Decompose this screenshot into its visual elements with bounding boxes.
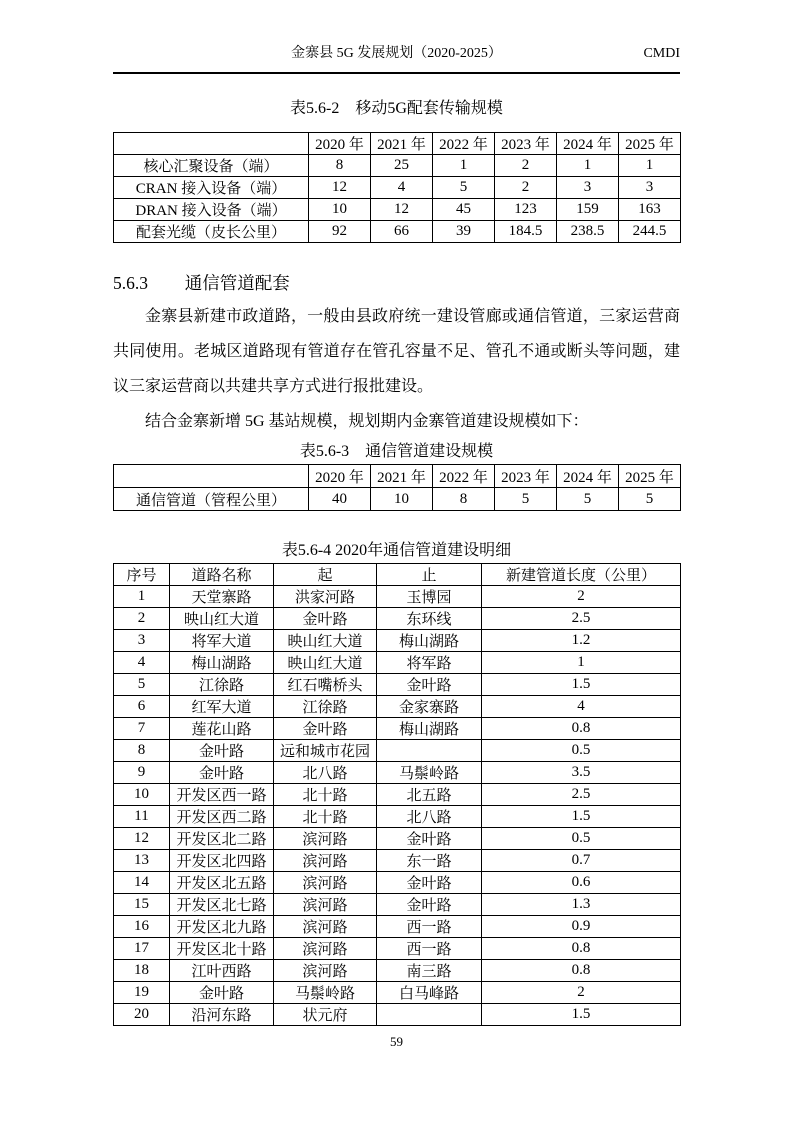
table-header-cell: 新建管道长度（公里） bbox=[482, 564, 681, 586]
table-cell: 2 bbox=[482, 586, 681, 608]
table-cell: 1 bbox=[619, 155, 681, 177]
table-cell: 东一路 bbox=[377, 850, 482, 872]
table-row bbox=[114, 199, 681, 221]
table-cell: 白马峰路 bbox=[377, 982, 482, 1004]
table-cell: 1.5 bbox=[482, 806, 681, 828]
body-paragraph: 结合金寨新增 5G 基站规模，规划期内金寨管道建设规模如下： bbox=[145, 413, 589, 430]
table-cell: 0.8 bbox=[482, 960, 681, 982]
table-5-6-3 bbox=[113, 464, 681, 511]
table-cell: 12 bbox=[371, 199, 433, 221]
table-cell: 11 bbox=[114, 806, 170, 828]
table-header-row bbox=[114, 133, 681, 155]
table-cell: 通信管道（管程公里） bbox=[114, 488, 309, 511]
table-cell: 开发区北五路 bbox=[170, 872, 274, 894]
table-cell: 金叶路 bbox=[274, 608, 377, 630]
table-cell: 映山红大道 bbox=[274, 630, 377, 652]
table-cell: 北五路 bbox=[377, 784, 482, 806]
table-cell: 40 bbox=[309, 488, 371, 511]
table-5-6-2 bbox=[113, 132, 681, 243]
table-header-cell: 2021 年 bbox=[371, 465, 433, 488]
body-paragraph: 金寨县新建市政道路，一般由县政府统一建设管廊或通信管道，三家运营商共同使用。老城区道路现有管道存在管孔容量不足、管孔不通或断头等问题，建议三家运营商以共建共享方式进行报批建设。 bbox=[113, 308, 680, 395]
table-cell: 远和城市花园 bbox=[274, 740, 377, 762]
table-cell: 滨河路 bbox=[274, 850, 377, 872]
table-row bbox=[114, 488, 681, 511]
table-cell: 将军大道 bbox=[170, 630, 274, 652]
table-cell: 0.5 bbox=[482, 828, 681, 850]
table-cell: 滨河路 bbox=[274, 872, 377, 894]
table-cell: 4 bbox=[482, 696, 681, 718]
table-cell: 159 bbox=[557, 199, 619, 221]
table-cell: 5 bbox=[557, 488, 619, 511]
header-org-label: CMDI bbox=[643, 46, 680, 61]
table-cell: 开发区北七路 bbox=[170, 894, 274, 916]
table-cell: 马鬃岭路 bbox=[377, 762, 482, 784]
table-cell: 2 bbox=[495, 155, 557, 177]
table-cell: 金叶路 bbox=[377, 872, 482, 894]
table-cell: DRAN 接入设备（端） bbox=[114, 199, 309, 221]
table-cell: 7 bbox=[114, 718, 170, 740]
table-row bbox=[114, 630, 681, 652]
table-cell: 3.5 bbox=[482, 762, 681, 784]
table-cell: 1.5 bbox=[482, 1004, 681, 1026]
table-row bbox=[114, 1004, 681, 1026]
table-cell: 红石嘴桥头 bbox=[274, 674, 377, 696]
table-cell: 4 bbox=[371, 177, 433, 199]
table-header-cell: 2022 年 bbox=[433, 465, 495, 488]
table-cell: 江叶西路 bbox=[170, 960, 274, 982]
table-cell bbox=[377, 740, 482, 762]
table-cell: 45 bbox=[433, 199, 495, 221]
table-cell: 开发区西二路 bbox=[170, 806, 274, 828]
section-title: 通信管道配套 bbox=[184, 273, 290, 293]
table-cell: 5 bbox=[495, 488, 557, 511]
table-cell: 江徐路 bbox=[274, 696, 377, 718]
table-header-cell: 2025 年 bbox=[619, 133, 681, 155]
table-row bbox=[114, 762, 681, 784]
table-cell: 2 bbox=[114, 608, 170, 630]
table-header-cell: 2020 年 bbox=[309, 465, 371, 488]
table-row bbox=[114, 806, 681, 828]
table-row bbox=[114, 960, 681, 982]
table-cell: 开发区北十路 bbox=[170, 938, 274, 960]
table-cell: 西一路 bbox=[377, 938, 482, 960]
table-cell: 1.2 bbox=[482, 630, 681, 652]
table-cell: 4 bbox=[114, 652, 170, 674]
table-header-cell: 2022 年 bbox=[433, 133, 495, 155]
table-cell: 10 bbox=[371, 488, 433, 511]
table-cell: 1 bbox=[482, 652, 681, 674]
table-cell: 梅山湖路 bbox=[170, 652, 274, 674]
table-cell: 西一路 bbox=[377, 916, 482, 938]
table-cell: 2.5 bbox=[482, 608, 681, 630]
table-cell: 滨河路 bbox=[274, 916, 377, 938]
table-cell: 0.5 bbox=[482, 740, 681, 762]
table-header-cell: 2025 年 bbox=[619, 465, 681, 488]
table-cell: 1.5 bbox=[482, 674, 681, 696]
table-cell: 玉博园 bbox=[377, 586, 482, 608]
table-header-row bbox=[114, 564, 681, 586]
table-cell: 金叶路 bbox=[377, 674, 482, 696]
table-cell: 123 bbox=[495, 199, 557, 221]
table-cell: 6 bbox=[114, 696, 170, 718]
table-header-cell: 2020 年 bbox=[309, 133, 371, 155]
table-cell: 马鬃岭路 bbox=[274, 982, 377, 1004]
table-row bbox=[114, 740, 681, 762]
table-cell: 天堂寨路 bbox=[170, 586, 274, 608]
table-cell: 将军路 bbox=[377, 652, 482, 674]
section-number: 5.6.3 bbox=[113, 273, 148, 293]
table-header-cell: 2023 年 bbox=[495, 133, 557, 155]
table-cell: 14 bbox=[114, 872, 170, 894]
table-cell: 1 bbox=[557, 155, 619, 177]
table-cell: 8 bbox=[114, 740, 170, 762]
table-row bbox=[114, 696, 681, 718]
table-cell: 184.5 bbox=[495, 221, 557, 243]
table-cell: 金叶路 bbox=[170, 740, 274, 762]
table-header-cell: 起 bbox=[274, 564, 377, 586]
table-cell: 配套光缆（皮长公里） bbox=[114, 221, 309, 243]
table-row bbox=[114, 652, 681, 674]
table-cell: 8 bbox=[309, 155, 371, 177]
table-cell: CRAN 接入设备（端） bbox=[114, 177, 309, 199]
table-cell: 状元府 bbox=[274, 1004, 377, 1026]
table-cell: 1 bbox=[433, 155, 495, 177]
table-cell: 金家寨路 bbox=[377, 696, 482, 718]
table-cell: 滨河路 bbox=[274, 938, 377, 960]
table-cell: 0.7 bbox=[482, 850, 681, 872]
table-cell: 12 bbox=[114, 828, 170, 850]
table-cell: 南三路 bbox=[377, 960, 482, 982]
table-cell: 5 bbox=[619, 488, 681, 511]
table-row bbox=[114, 177, 681, 199]
table-header-cell: 止 bbox=[377, 564, 482, 586]
table-cell: 0.6 bbox=[482, 872, 681, 894]
table-cell: 北十路 bbox=[274, 784, 377, 806]
table-cell: 映山红大道 bbox=[170, 608, 274, 630]
table-header-cell bbox=[114, 465, 309, 488]
table-cell: 238.5 bbox=[557, 221, 619, 243]
table-cell: 开发区北四路 bbox=[170, 850, 274, 872]
table-header-cell: 2024 年 bbox=[557, 465, 619, 488]
table-header-row bbox=[114, 465, 681, 488]
table-header-cell: 2024 年 bbox=[557, 133, 619, 155]
table-cell: 开发区西一路 bbox=[170, 784, 274, 806]
table-cell: 江徐路 bbox=[170, 674, 274, 696]
table-cell: 滨河路 bbox=[274, 828, 377, 850]
table-row bbox=[114, 718, 681, 740]
table-row bbox=[114, 828, 681, 850]
table-cell: 金叶路 bbox=[170, 762, 274, 784]
table-row bbox=[114, 784, 681, 806]
table-cell: 沿河东路 bbox=[170, 1004, 274, 1026]
table-cell: 16 bbox=[114, 916, 170, 938]
table-cell: 0.8 bbox=[482, 938, 681, 960]
page-number: 59 bbox=[390, 1034, 403, 1049]
table-cell: 东环线 bbox=[377, 608, 482, 630]
table-header-cell: 2023 年 bbox=[495, 465, 557, 488]
table-cell: 2 bbox=[482, 982, 681, 1004]
table-cell: 39 bbox=[433, 221, 495, 243]
table-row bbox=[114, 674, 681, 696]
table-row bbox=[114, 608, 681, 630]
table-cell: 13 bbox=[114, 850, 170, 872]
table-cell: 0.9 bbox=[482, 916, 681, 938]
table-cell: 15 bbox=[114, 894, 170, 916]
table-cell: 18 bbox=[114, 960, 170, 982]
table-cell: 9 bbox=[114, 762, 170, 784]
table-cell: 金叶路 bbox=[170, 982, 274, 1004]
table-cell: 3 bbox=[114, 630, 170, 652]
table-5-6-2-caption: 表5.6-2 移动5G配套传输规模 bbox=[290, 100, 503, 117]
table-row bbox=[114, 850, 681, 872]
section-heading bbox=[113, 271, 680, 295]
table-header-cell: 序号 bbox=[114, 564, 170, 586]
table-cell: 25 bbox=[371, 155, 433, 177]
table-row bbox=[114, 916, 681, 938]
table-row bbox=[114, 586, 681, 608]
table-cell: 2.5 bbox=[482, 784, 681, 806]
table-cell: 19 bbox=[114, 982, 170, 1004]
table-cell: 开发区北九路 bbox=[170, 916, 274, 938]
table-cell: 0.8 bbox=[482, 718, 681, 740]
table-cell: 17 bbox=[114, 938, 170, 960]
table-header-cell bbox=[114, 133, 309, 155]
table-cell: 92 bbox=[309, 221, 371, 243]
table-cell: 核心汇聚设备（端） bbox=[114, 155, 309, 177]
table-cell: 3 bbox=[557, 177, 619, 199]
table-cell: 洪家河路 bbox=[274, 586, 377, 608]
table-row bbox=[114, 894, 681, 916]
table-cell: 金叶路 bbox=[377, 828, 482, 850]
table-cell: 开发区北二路 bbox=[170, 828, 274, 850]
table-row bbox=[114, 982, 681, 1004]
table-cell: 20 bbox=[114, 1004, 170, 1026]
table-cell: 1 bbox=[114, 586, 170, 608]
table-cell: 8 bbox=[433, 488, 495, 511]
table-5-6-4 bbox=[113, 563, 681, 1026]
table-cell: 金叶路 bbox=[377, 894, 482, 916]
table-row bbox=[114, 872, 681, 894]
table-cell: 3 bbox=[619, 177, 681, 199]
table-5-6-3-caption: 表5.6-3 通信管道建设规模 bbox=[299, 443, 494, 460]
table-cell: 梅山湖路 bbox=[377, 630, 482, 652]
table-cell: 66 bbox=[371, 221, 433, 243]
table-cell: 金叶路 bbox=[274, 718, 377, 740]
table-cell: 2 bbox=[495, 177, 557, 199]
table-cell: 10 bbox=[114, 784, 170, 806]
table-cell: 5 bbox=[433, 177, 495, 199]
table-cell: 北八路 bbox=[274, 762, 377, 784]
table-cell bbox=[377, 1004, 482, 1026]
header-title: 金寨县 5G 发展规划（2020-2025） bbox=[291, 46, 502, 61]
table-cell: 滨河路 bbox=[274, 960, 377, 982]
table-cell: 244.5 bbox=[619, 221, 681, 243]
table-header-cell: 道路名称 bbox=[170, 564, 274, 586]
page-header bbox=[113, 45, 680, 74]
table-row bbox=[114, 221, 681, 243]
table-cell: 莲花山路 bbox=[170, 718, 274, 740]
table-5-6-4-caption: 表5.6-4 2020年通信管道建设明细 bbox=[281, 542, 512, 559]
table-row bbox=[114, 155, 681, 177]
table-cell: 梅山湖路 bbox=[377, 718, 482, 740]
table-cell: 红军大道 bbox=[170, 696, 274, 718]
table-cell: 163 bbox=[619, 199, 681, 221]
table-cell: 北十路 bbox=[274, 806, 377, 828]
table-row bbox=[114, 938, 681, 960]
table-cell: 映山红大道 bbox=[274, 652, 377, 674]
table-cell: 1.3 bbox=[482, 894, 681, 916]
table-header-cell: 2021 年 bbox=[371, 133, 433, 155]
table-cell: 12 bbox=[309, 177, 371, 199]
table-cell: 10 bbox=[309, 199, 371, 221]
table-cell: 滨河路 bbox=[274, 894, 377, 916]
table-cell: 北八路 bbox=[377, 806, 482, 828]
table-cell: 5 bbox=[114, 674, 170, 696]
